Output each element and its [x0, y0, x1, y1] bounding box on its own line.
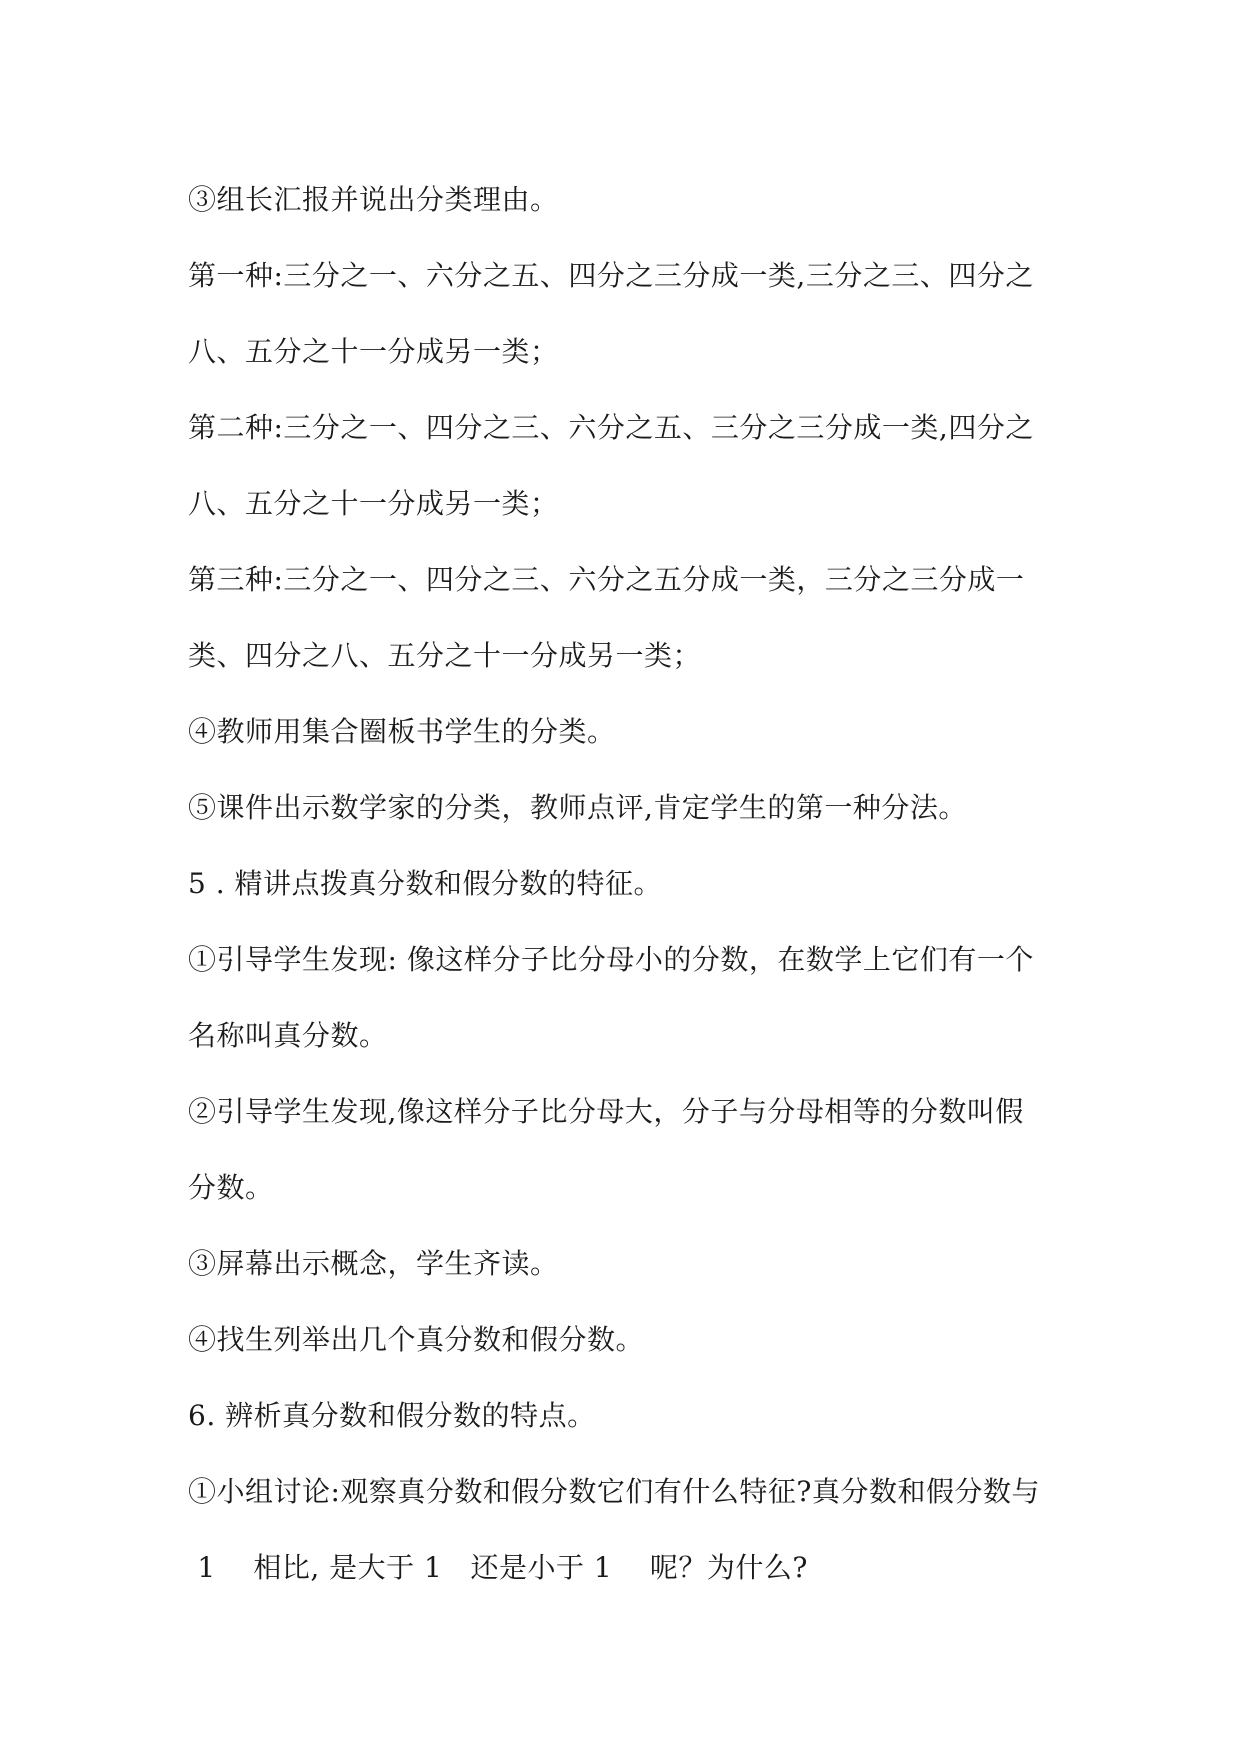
- text-line: ③屏幕出示概念，学生齐读。: [188, 1247, 559, 1280]
- text-line: ④教师用集合圈板书学生的分类。: [188, 715, 616, 748]
- text-line: ⑤课件出示数学家的分类，教师点评,肯定学生的第一种分法。: [188, 791, 967, 824]
- text-line: 第三种:三分之一、四分之三、六分之五分成一类，三分之三分成一: [188, 563, 1025, 596]
- text-line: 八、五分之十一分成另一类；: [188, 335, 559, 368]
- text-line: ②引导学生发现,像这样分子比分母大，分子与分母相等的分数叫假: [188, 1095, 1024, 1128]
- section-heading: 5 . 精讲点拨真分数和假分数的特征。: [188, 867, 663, 900]
- text-line: 分数。: [188, 1171, 274, 1204]
- text-line: 名称叫真分数。: [188, 1019, 388, 1052]
- text-line: ①引导学生发现: 像这样分子比分母小的分数，在数学上它们有一个: [188, 943, 1034, 976]
- text-line: 第二种:三分之一、四分之三、六分之五、三分之三分成一类,四分之: [188, 411, 1034, 444]
- text-line: 八、五分之十一分成另一类；: [188, 487, 559, 520]
- text-line: ③组长汇报并说出分类理由。: [188, 183, 559, 216]
- text-line: ④找生列举出几个真分数和假分数。: [188, 1323, 645, 1356]
- text-line: 第一种:三分之一、六分之五、四分之三分成一类,三分之三、四分之: [188, 259, 1034, 292]
- text-line: ①小组讨论:观察真分数和假分数它们有什么特征?真分数和假分数与: [188, 1475, 1040, 1508]
- text-line: 1 相比, 是大于 1 还是小于 1 呢？为什么?: [188, 1551, 808, 1584]
- text-line: 类、四分之八、五分之十一分成另一类；: [188, 639, 702, 672]
- section-heading: 6. 辨析真分数和假分数的特点。: [188, 1399, 596, 1432]
